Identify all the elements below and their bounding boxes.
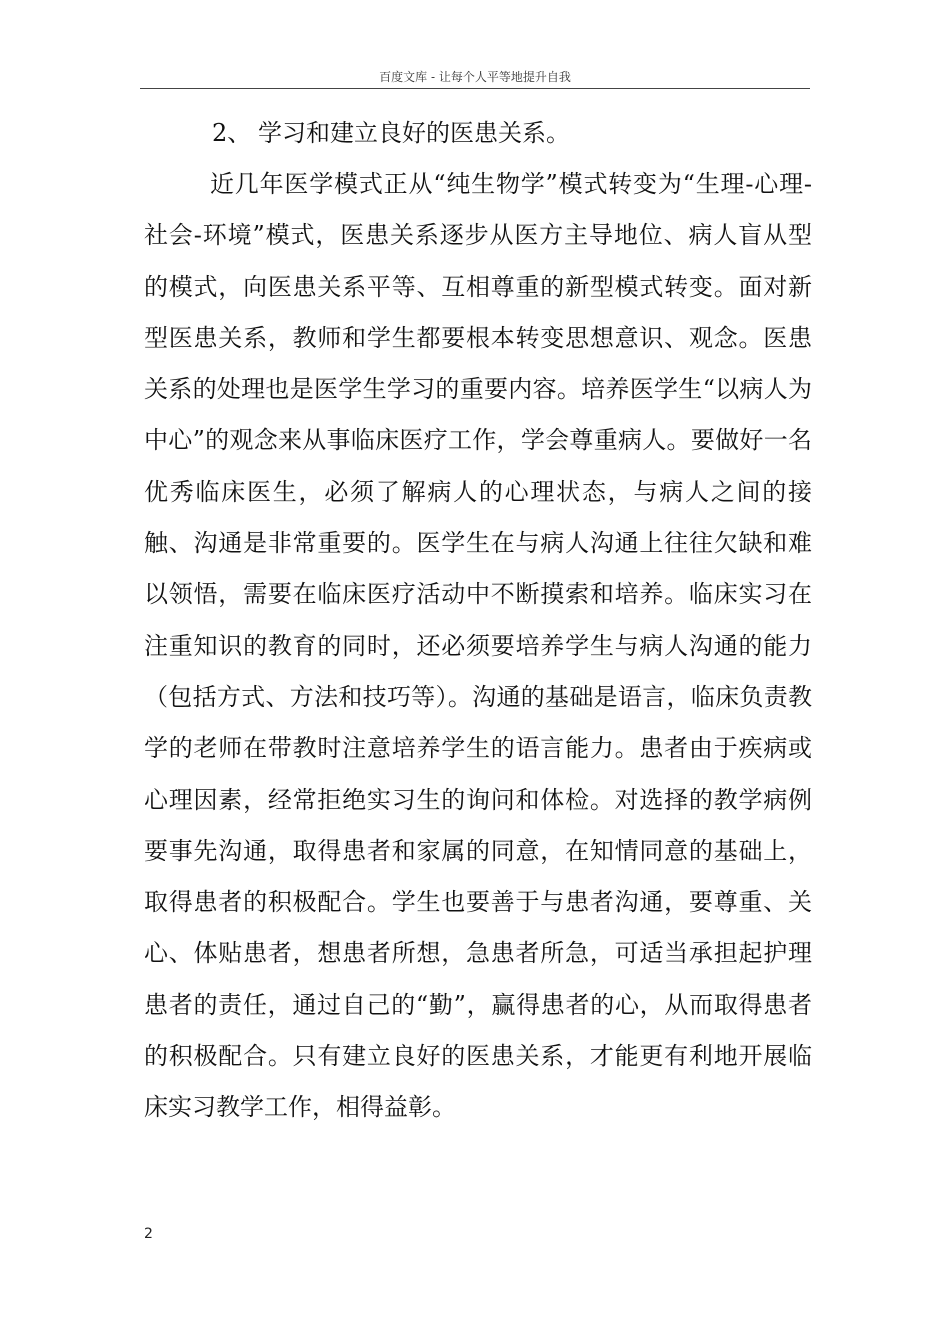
body-paragraph: 近几年医学模式正从“纯生物学”模式转变为“生理-心理-社会-环境”模式，医患关系逐步从医方主导地位、病人盲从型的模式，向医患关系平等、互相尊重的新型模式转变。面对新型医患关系，教师和学生都要根本转变思想意识、观念。医患关系的处理也是医学生学习的重要内容。培养医学生“以病人为中心”的观念来从事临床医疗工作，学会尊重病人。要做好一名优秀临床医生，必须了解病人的心理状态，与病人之间的接触、沟通是非常重要的。医学生在与病人沟通上往往欠缺和难以领悟，需要在临床医疗活动中不断摸索和培养。临床实习在注重知识的教育的同时，还必须要培养学生与病人沟通的能力（包括方式、方法和技巧等）。沟通的基础是语言，临床负责教学的老师在带教时注意培养学生的语言能力。患者由于疾病或心理因素，经常拒绝实习生的询问和体检。对选择的教学病例要事先沟通，取得患者和家属的同意，在知情同意的基础上，取得患者的积极配合。学生也要善于与患者沟通，要尊重、关心、体贴患者，想患者所想，急患者所急，可适当承担起护理患者的责任，通过自己的“勤”，赢得患者的心，从而取得患者的积极配合。只有建立良好的医患关系，才能更有利地开展临床实习教学工作，相得益彰。 [144, 170, 812, 1122]
page-number: 2 [144, 1226, 153, 1242]
header-divider [140, 88, 810, 89]
page-header: 百度文库 - 让每个人平等地提升自我 [379, 70, 571, 84]
section-heading [212, 108, 570, 159]
section-number: 2、 [212, 119, 252, 147]
section-title: 学习和建立良好的医患关系。 [258, 119, 570, 147]
